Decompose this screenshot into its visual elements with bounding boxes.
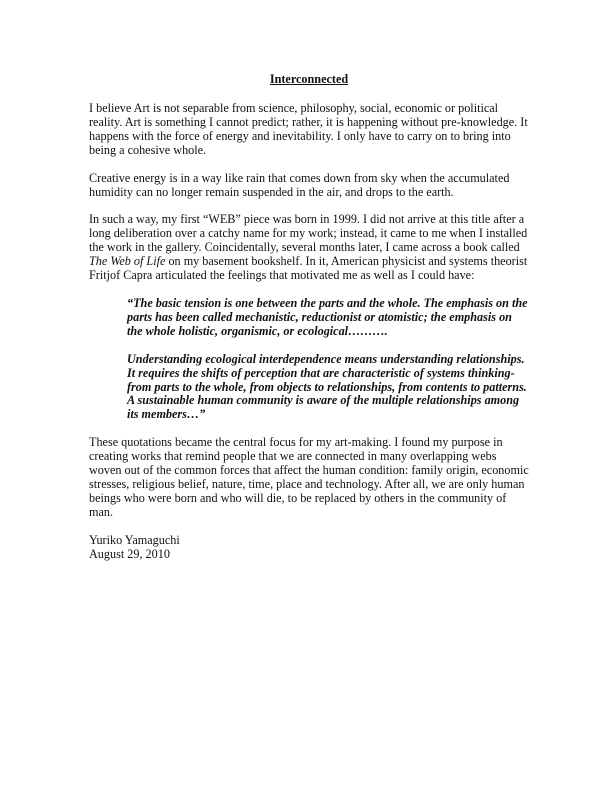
signature-author: Yuriko Yamaguchi [89, 532, 180, 547]
document-page [89, 72, 529, 561]
paragraph-creative-energy: Creative energy is in a way like rain that comes down from sky when the accumulated humidity can no longer remain suspended in the air, and drops to the earth. [89, 170, 510, 199]
paragraph-web-origin [89, 213, 529, 283]
quote-parts-whole: “The basic tension is one between the parts and the whole. The emphasis on the parts has been called mechanistic, reductionist or atomistic; the emphasis on the whole holistic, organismic, or ecological………. [127, 295, 528, 338]
paragraph-closing: These quotations became the central focus for my art-making. I found my purpose in creating works that remind people that we are connected in many overlapping webs woven out of the common forces that affect the human condition: family origin, economic stresses, religious belief, nature, time, place and technology. After all, we are only human beings who were born and who will die, to be replaced by others in the community of man. [89, 435, 529, 519]
paragraph-web-origin-text: In such a way, my first “WEB” piece was born in 1999. I did not arrive at this title after a long deliberation over a catchy name for my work; instead, it came to me when I installed the work in the gallery. Coincidentally, several months later, I came across a book called [89, 212, 528, 255]
book-title: The Web of Life [89, 254, 166, 269]
signature-date: August 29, 2010 [89, 546, 170, 561]
paragraph-art-belief: I believe Art is not separable from science, philosophy, social, economic or political reality. Art is something I cannot predict; rather, it is happening without pre-knowledge. It happens with the force of energy and inevitability. I only have to carry on to bring into being a cohesive whole. [89, 101, 528, 157]
paragraph-web-origin-text-end: on my basement bookshelf. In it, American physicist and systems theorist Fritjof Capra articulated the feelings that motivated me as well as I could have: [89, 254, 528, 283]
quote-ecological-interdependence: Understanding ecological interdependence means understanding relationships. It requires the shifts of perception that are characteristic of systems thinking- from parts to the whole, from objects to relationships, from contents to patterns. A sustainable human community is aware of the multiple relationships among its members…” [127, 351, 527, 422]
document-title: Interconnected [269, 72, 349, 86]
